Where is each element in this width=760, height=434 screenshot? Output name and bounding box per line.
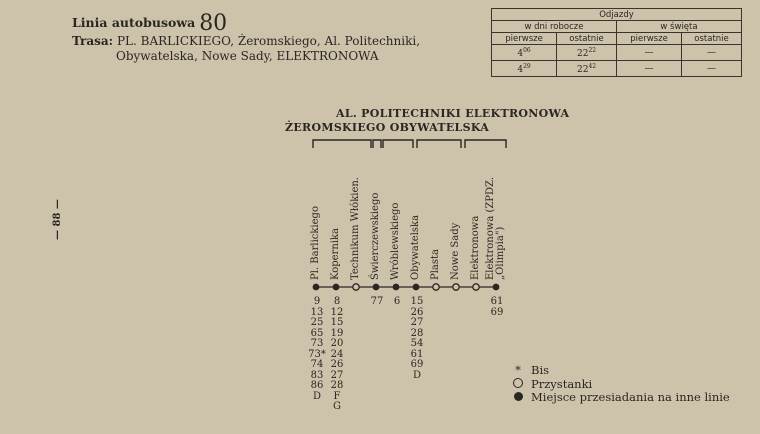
stop-label-obywatelska: Obywatelska [410,214,421,280]
transfer-marker [393,284,400,291]
transfer-line: 25 [310,317,324,328]
transfer-line: G [333,401,341,412]
transfer-line: 6 [393,296,401,307]
transfer-line: 69 [410,359,424,370]
transfer-lines-olimpia [486,297,508,318]
stop-label-elektronowa: Elektronowa [470,215,481,280]
departure-cell: — [616,61,681,77]
transfer-marker [413,284,420,291]
holiday-last-header: ostatnie [682,33,742,45]
departure-cell: $22^{42}$ [557,61,617,77]
transfer-line: 83 [310,369,324,381]
transfer-line: 77 [370,296,384,307]
line-number: 80 [199,11,228,36]
stop-marker [353,284,359,290]
transfer-line: 20 [330,338,344,349]
street-brackets [313,140,506,148]
route-label: Trasa: [72,34,114,48]
legend-stop: Przystanki [511,378,730,392]
departure-cell: — [682,61,742,77]
stop-label-swierczewskiego: Świerczewskiego [370,192,381,280]
transfer-lines-kopernika [326,297,348,413]
departures-title: Odjazdy [492,9,742,21]
transfer-line: 27 [410,317,424,328]
stop-label-plasta: Plasta [430,248,441,280]
transfer-line: 13 [310,306,324,318]
transfer-marker [313,284,320,291]
bracket-politechniki [373,140,381,148]
transfer-line: 15 [410,296,424,307]
transfer-line: 12 [330,306,344,318]
departure-cell: $4^{06}$ [492,45,557,61]
street-header-top: AL. POLITECHNIKI ELEKTRONOWA [336,107,570,120]
legend-transfer: Miejsce przesiadania na inne linie [511,391,730,405]
transfer-line: 26 [410,306,424,318]
transfer-line: 65 [310,327,324,339]
holidays-header: w święta [616,21,741,33]
legend [511,364,730,405]
transfer-line: 8 [333,296,341,307]
transfer-lines-barlickiego [306,297,328,402]
weekday-last-header: ostatnie [557,33,617,45]
line-title-text: Linia autobusowa [72,15,196,30]
filled-circle-icon [511,391,525,405]
transfer-line: 74 [310,359,324,370]
transfer-marker [493,284,500,291]
transfer-line: 19 [330,327,344,339]
transfer-lines-swierczewskiego [366,297,388,308]
route-line-1: PL. BARLICKIEGO, Żeromskiego, Al. Politechniki, [116,34,421,48]
stop-marker [433,284,439,290]
bracket-zeromskiego [313,140,371,148]
stop-label-wroblewskiego: Wróblewskiego [390,202,401,280]
transfer-line: 15 [330,317,344,328]
bracket-obywatelska [383,140,413,148]
transfer-line: F [333,390,341,402]
bracket-obywatelska-2 [417,140,461,148]
transfer-line: D [412,369,422,381]
transfer-marker [333,284,340,291]
departure-cell: $4^{29}$ [492,61,557,77]
transfer-line: 73* [308,348,326,360]
asterisk-icon: * [515,363,521,377]
transfer-line: 54 [410,338,424,349]
transfer-line: 69 [490,306,504,318]
departure-cell: $22^{22}$ [557,45,617,61]
transfer-line: 27 [330,369,344,381]
weekday-first-header: pierwsze [492,33,557,45]
transfer-line: 73 [310,338,324,349]
route-line-2: Obywatelska, Nowe Sady, ELEKTRONOWA [116,49,379,63]
street-header-bottom: ŻEROMSKIEGO OBYWATELSKA [285,121,490,134]
transfer-line: 9 [313,296,321,307]
transfer-line: 28 [410,327,424,339]
transfer-line: 28 [330,380,344,391]
stop-label-kopernika: Kopernika [330,228,341,280]
holiday-first-header: pierwsze [616,33,681,45]
transfer-line: 61 [490,296,504,307]
page-number: — 88 — [52,199,63,240]
stop-label-olimpia: Elektronowa (ZPDZ. „Olimpia") [485,176,506,280]
transfer-lines-wroblewskiego [386,297,408,308]
stop-label-nowe-sady: Nowe Sady [450,222,461,280]
transfer-line: 86 [310,380,324,391]
transfer-marker [373,284,380,291]
weekdays-header: w dni robocze [492,21,617,33]
transfer-lines-obywatelska [406,297,428,381]
transfer-line: 26 [330,359,344,370]
transfer-line: 24 [330,348,344,360]
transfer-line: D [312,390,322,402]
legend-bis: * Bis [511,364,730,378]
bracket-elektronowa [465,140,506,148]
stop-label-barlickiego: Pl. Barlickiego [310,206,321,280]
open-circle-icon [511,378,525,392]
departure-cell: — [616,45,681,61]
stop-marker [473,284,479,290]
transfer-line: 61 [410,348,424,360]
stop-label-technikum: Technikum Włókien. [350,177,361,280]
departure-cell: — [682,45,742,61]
stop-marker [453,284,459,290]
